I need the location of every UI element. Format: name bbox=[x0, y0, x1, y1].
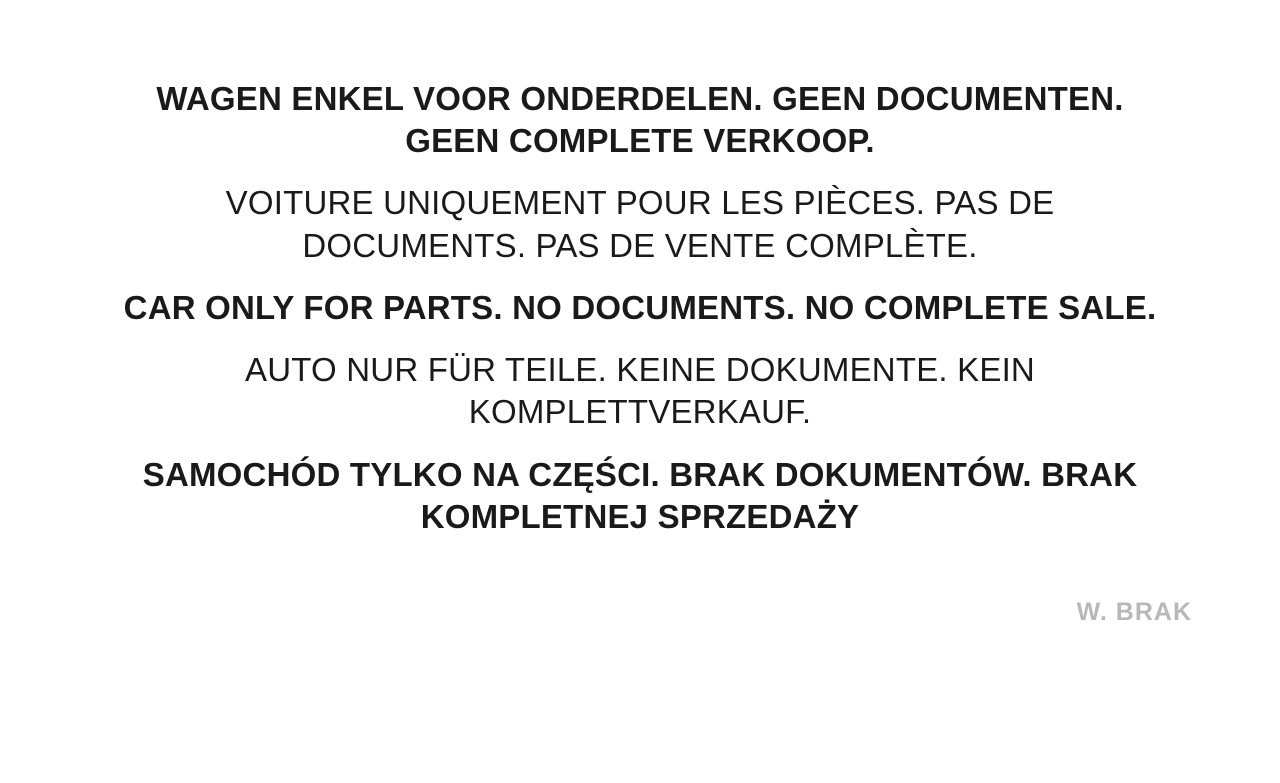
watermark-text: W. BRAK bbox=[1076, 598, 1192, 626]
notice-french: VOITURE UNIQUEMENT POUR LES PIÈCES. PAS DE DOCUMENTS. PAS DE VENTE COMPLÈTE. bbox=[225, 184, 1055, 264]
notice-german: AUTO NUR FÜR TEILE. KEINE DOKUMENTE. KEIN KOMPLETTVERKAUF. bbox=[245, 351, 1035, 431]
notice-dutch: WAGEN ENKEL VOOR ONDERDELEN. GEEN DOCUMENTEN. GEEN COMPLETE VERKOOP. bbox=[156, 80, 1124, 160]
notice-polish: SAMOCHÓD TYLKO NA CZĘŚCI. BRAK DOKUMENTÓW. BRAK KOMPLETNEJ SPRZEDAŻY bbox=[142, 455, 1138, 535]
notice-english: CAR ONLY FOR PARTS. NO DOCUMENTS. NO COMPLETE SALE. bbox=[123, 288, 1157, 326]
